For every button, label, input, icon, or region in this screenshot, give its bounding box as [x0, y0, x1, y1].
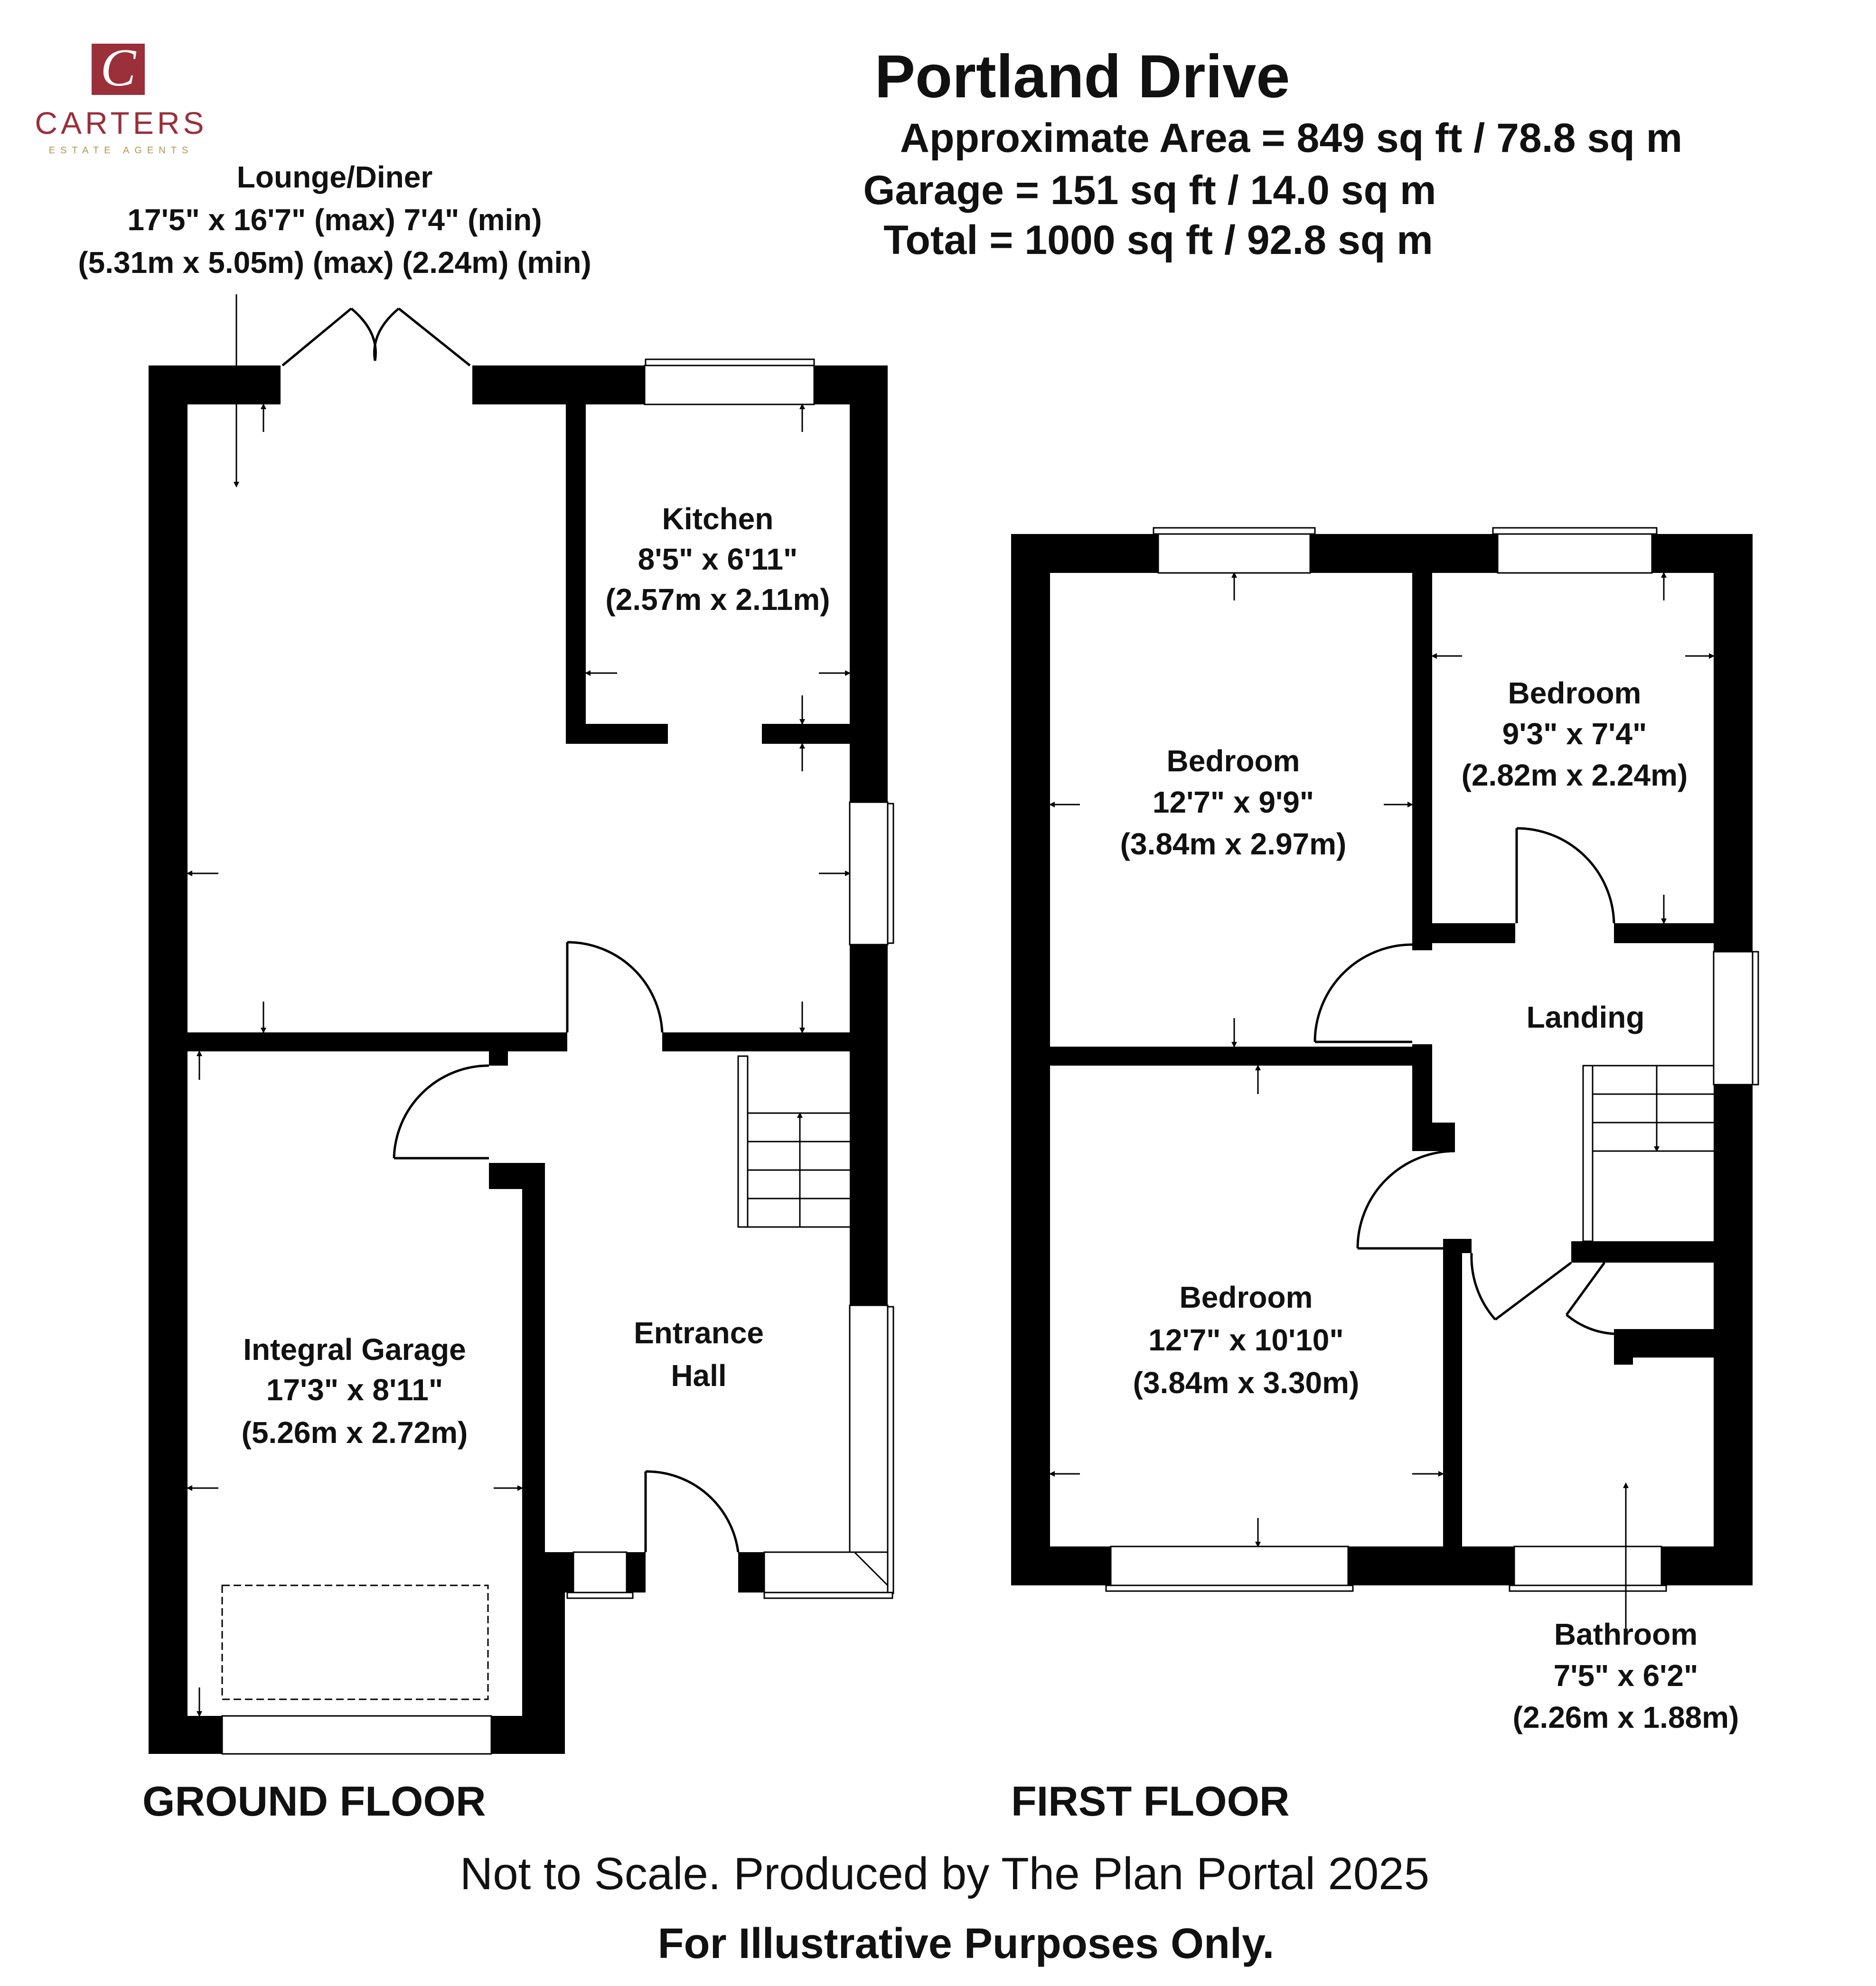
room-dimensions-metric: (5.31m x 5.05m) (max) (2.24m) (min) — [78, 245, 591, 280]
room-bathroom — [1513, 1617, 1739, 1734]
room-dimensions-imperial: 12'7" x 9'9" — [1152, 785, 1314, 819]
room-name: Bedroom — [1508, 676, 1642, 710]
footer-purpose: For Illustrative Purposes Only. — [657, 1920, 1275, 1967]
brand-name: CARTERS — [35, 105, 207, 141]
room-name: Kitchen — [662, 502, 774, 536]
room-integral-garage — [242, 1332, 468, 1450]
first-floor-stairs — [1583, 1066, 1714, 1241]
room-dimensions-imperial: 17'5" x 16'7" (max) 7'4" (min) — [127, 203, 542, 237]
room-lounge-diner — [78, 160, 591, 280]
room-name-line2: Hall — [671, 1358, 727, 1393]
room-bedroom-small — [1462, 676, 1688, 792]
room-dimensions-imperial: 12'7" x 10'10" — [1148, 1323, 1344, 1357]
brand-tagline: ESTATE AGENTS — [48, 145, 194, 156]
total-area: Total = 1000 sq ft / 92.8 sq m — [883, 217, 1433, 263]
room-name: Bathroom — [1554, 1617, 1698, 1651]
garage-area: Garage = 151 sq ft / 14.0 sq m — [863, 168, 1436, 213]
room-kitchen — [605, 502, 830, 617]
room-dimensions-metric: (5.26m x 2.72m) — [241, 1415, 468, 1450]
property-title: Portland Drive — [874, 43, 1290, 111]
room-bedroom-front — [1120, 744, 1347, 861]
room-dimensions-metric: (2.57m x 2.11m) — [605, 582, 830, 617]
room-entrance-hall — [634, 1316, 764, 1393]
first-floor-walls — [1011, 534, 1753, 1585]
room-dimensions-metric: (3.84m x 2.97m) — [1120, 827, 1347, 861]
room-dimensions-metric: (2.82m x 2.24m) — [1461, 758, 1688, 792]
room-dimensions-imperial: 7'5" x 6'2" — [1553, 1658, 1698, 1693]
room-dimensions-metric: (2.26m x 1.88m) — [1512, 1700, 1739, 1734]
ground-floor-stairs — [738, 1056, 850, 1227]
room-landing — [1527, 1000, 1645, 1034]
logo-letter: C — [100, 38, 136, 97]
room-dimensions-metric: (3.84m x 3.30m) — [1133, 1366, 1360, 1400]
ground-floor-doors — [222, 309, 738, 1699]
room-bedroom-rear — [1133, 1280, 1360, 1400]
room-name: Lounge/Diner — [236, 160, 433, 194]
brand-logo — [35, 38, 207, 156]
room-dimensions-imperial: 9'3" x 7'4" — [1502, 717, 1647, 751]
room-dimensions-imperial: 17'3" x 8'11" — [266, 1373, 443, 1407]
ground-floor-label: GROUND FLOOR — [142, 1778, 486, 1825]
first-floor-label: FIRST FLOOR — [1011, 1778, 1290, 1825]
room-dimensions-imperial: 8'5" x 6'11" — [638, 542, 798, 576]
footer-disclaimer: Not to Scale. Produced by The Plan Portal 2025 — [460, 1848, 1430, 1899]
room-name-line1: Entrance — [634, 1316, 764, 1350]
room-name: Integral Garage — [243, 1332, 466, 1367]
first-floor-doors — [1315, 828, 1614, 1334]
room-name: Landing — [1526, 1000, 1645, 1034]
room-name: Bedroom — [1166, 744, 1300, 778]
room-name: Bedroom — [1179, 1280, 1313, 1314]
approximate-area: Approximate Area = 849 sq ft / 78.8 sq m — [900, 115, 1683, 161]
